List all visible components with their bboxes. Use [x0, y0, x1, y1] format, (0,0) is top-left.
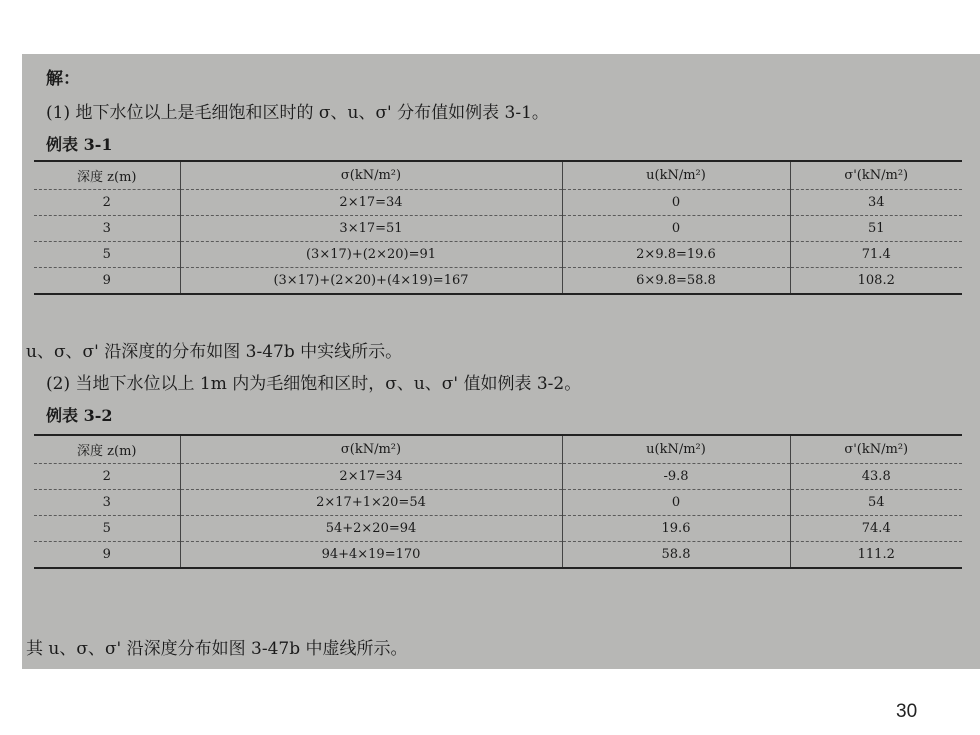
table1-caption: 例表 3-1	[46, 135, 113, 154]
cell-effective-stress: 71.4	[790, 242, 962, 268]
table-row	[34, 268, 962, 295]
cell-depth: 5	[34, 516, 180, 542]
cell-depth: 2	[34, 190, 180, 216]
header-depth: 深度 z(m)	[34, 435, 180, 464]
cell-pore-pressure: 6×9.8=58.8	[562, 268, 790, 295]
cell-pore-pressure: 0	[562, 216, 790, 242]
header-total-stress: σ(kN/m²)	[180, 435, 562, 464]
cell-effective-stress: 54	[790, 490, 962, 516]
cell-total-stress: (3×17)+(2×20)=91	[180, 242, 562, 268]
cell-depth: 3	[34, 490, 180, 516]
table-header-row	[34, 161, 962, 190]
step1-text: (1) 地下水位以上是毛细饱和区时的 σ、u、σ' 分布值如例表 3-1。	[46, 103, 549, 123]
header-effective-stress: σ'(kN/m²)	[790, 435, 962, 464]
cell-depth: 5	[34, 242, 180, 268]
table-row	[34, 216, 962, 242]
header-total-stress: σ(kN/m²)	[180, 161, 562, 190]
cell-effective-stress: 43.8	[790, 464, 962, 490]
cell-total-stress: 3×17=51	[180, 216, 562, 242]
cell-pore-pressure: 58.8	[562, 542, 790, 569]
header-effective-stress: σ'(kN/m²)	[790, 161, 962, 190]
scanned-page-image	[22, 54, 980, 669]
cell-total-stress: 2×17=34	[180, 464, 562, 490]
table-row	[34, 190, 962, 216]
cell-depth: 3	[34, 216, 180, 242]
cell-pore-pressure: 0	[562, 190, 790, 216]
header-pore-pressure: u(kN/m²)	[562, 161, 790, 190]
table-header-row	[34, 435, 962, 464]
table-row	[34, 516, 962, 542]
cell-pore-pressure: 0	[562, 490, 790, 516]
cell-depth: 9	[34, 268, 180, 295]
cell-depth: 2	[34, 464, 180, 490]
page-number: 30	[896, 701, 918, 722]
cell-total-stress: 54+2×20=94	[180, 516, 562, 542]
cell-effective-stress: 108.2	[790, 268, 962, 295]
note2-text: 其 u、σ、σ' 沿深度分布如图 3-47b 中虚线所示。	[26, 639, 408, 659]
table-3-2	[34, 434, 962, 569]
table-row	[34, 242, 962, 268]
header-depth: 深度 z(m)	[34, 161, 180, 190]
cell-total-stress: 94+4×19=170	[180, 542, 562, 569]
solution-heading: 解：	[46, 69, 80, 89]
cell-total-stress: 2×17+1×20=54	[180, 490, 562, 516]
cell-pore-pressure: 2×9.8=19.6	[562, 242, 790, 268]
cell-effective-stress: 51	[790, 216, 962, 242]
header-pore-pressure: u(kN/m²)	[562, 435, 790, 464]
table-row	[34, 490, 962, 516]
table-row	[34, 464, 962, 490]
cell-pore-pressure: -9.8	[562, 464, 790, 490]
table-3-1	[34, 160, 962, 295]
cell-total-stress: (3×17)+(2×20)+(4×19)=167	[180, 268, 562, 295]
cell-pore-pressure: 19.6	[562, 516, 790, 542]
cell-effective-stress: 111.2	[790, 542, 962, 569]
cell-effective-stress: 34	[790, 190, 962, 216]
table-row	[34, 542, 962, 569]
cell-total-stress: 2×17=34	[180, 190, 562, 216]
cell-depth: 9	[34, 542, 180, 569]
cell-effective-stress: 74.4	[790, 516, 962, 542]
note1-text: u、σ、σ' 沿深度的分布如图 3-47b 中实线所示。	[26, 342, 403, 362]
table2-caption: 例表 3-2	[46, 406, 113, 425]
step2-text: (2) 当地下水位以上 1m 内为毛细饱和区时，σ、u、σ' 值如例表 3-2。	[46, 374, 582, 394]
